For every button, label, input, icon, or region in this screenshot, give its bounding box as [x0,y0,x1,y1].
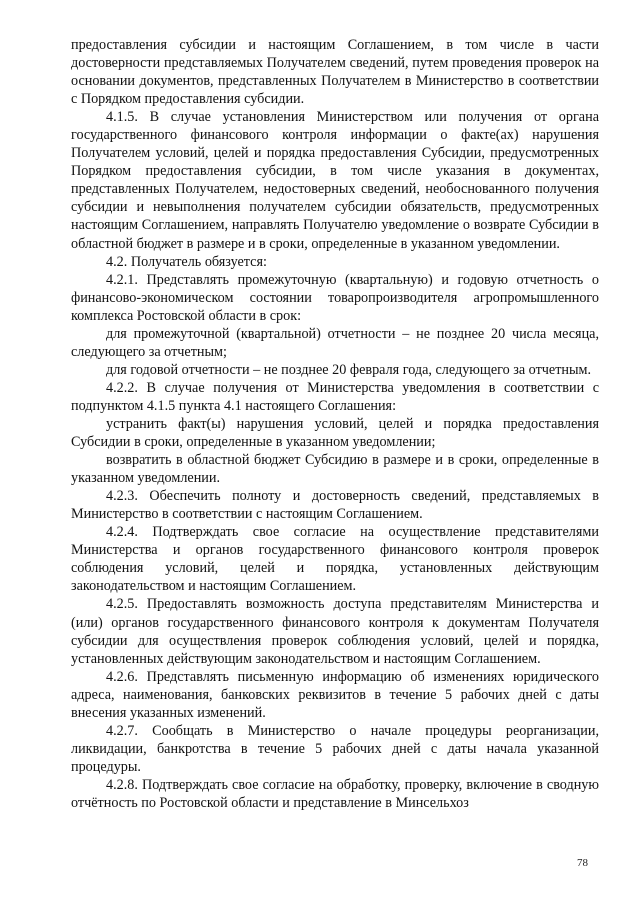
paragraph-4-1-5: 4.1.5. В случае установления Министерством или получения от органа государственного финансового контроля информации о факте(ах) нарушения Получателем условий, целей и порядка предоставления Субсидии, предусмотренных Порядком предоставления субсидии, в том числе указания в документах, представленных Получателем, недостоверных сведений, необоснованного получения субсидии и невыполнения получателем субсидии обязательств, предусмотренных настоящим Соглашением, направлять Получателю уведомление о возврате Субсидии в областной бюджет в размере и в сроки, определенные в указанном уведомлении. [71,109,599,252]
paragraph-eliminate-violations: устранить факт(ы) нарушения условий, целей и порядка предоставления Субсидии в сроки, определенные в указанном уведомлении; [71,415,599,451]
paragraph-annual-deadline: для годовой отчетности – не позднее 20 февраля года, следующего за отчетным. [106,361,592,378]
paragraph-4-2-2: 4.2.2. В случае получения от Министерства уведомления в соответствии с подпунктом 4.1.5 пункта 4.1 настоящего Соглашения: [71,379,599,414]
paragraph-quarterly-deadline: для промежуточной (квартальной) отчетности – не позднее 20 числа месяца, следующего за отчетным; [71,325,599,360]
paragraph-4-2-6: 4.2.6. Представлять письменную информацию об изменениях юридического адреса, наименования, банковских реквизитов в течение 5 рабочих дней с даты внесения указанных изменений. [71,668,599,721]
paragraph-4-2-1: 4.2.1. Представлять промежуточную (квартальную) и годовую отчетность о финансово-экономическом состоянии товаропроизводителя агропромышленного комплекса Ростовской области в срок: [71,271,599,324]
paragraph-4-2-5: 4.2.5. Предоставлять возможность доступа представителям Министерства и (или) органов государственного финансового контроля к документам Получателя субсидии для осуществления проверок соблюдения условий, целей и порядка, установленных действующим законодательством и настоящим Соглашением. [71,596,599,667]
document-body [71,36,599,812]
paragraph-return-subsidy: возвратить в областной бюджет Субсидию в размере и в сроки, определенные в указанном уведомлении. [71,452,599,487]
paragraph-4-2-7: 4.2.7. Сообщать в Министерство о начале процедуры реорганизации, ликвидации, банкротства в течение 5 рабочих дней с даты начала указанной процедуры. [71,722,599,775]
paragraph-continuation: предоставления субсидии и настоящим Соглашением, в том числе в части достоверности представляемых Получателем сведений, путем проведения проверок на основании документов, представленных Получателем в Министерство в соответствии с Порядком предоставления субсидии. [71,37,599,108]
paragraph-4-2-4: 4.2.4. Подтверждать свое согласие на осуществление представителями Министерства и органов государственного финансового контроля проверок соблюдения условий, целей и порядка, установленных действующим законодательством и настоящим Соглашением. [71,524,599,595]
page-number: 78 [577,857,588,869]
paragraph-4-2: 4.2. Получатель обязуется: [106,253,267,270]
paragraph-4-2-8: 4.2.8. Подтверждать свое согласие на обработку, проверку, включение в сводную отчётность по Ростовской области и представление в Минсельхоз [71,776,599,811]
paragraph-4-2-3: 4.2.3. Обеспечить полноту и достоверность сведений, представляемых в Министерство в соответствии с настоящим Соглашением. [71,488,599,523]
